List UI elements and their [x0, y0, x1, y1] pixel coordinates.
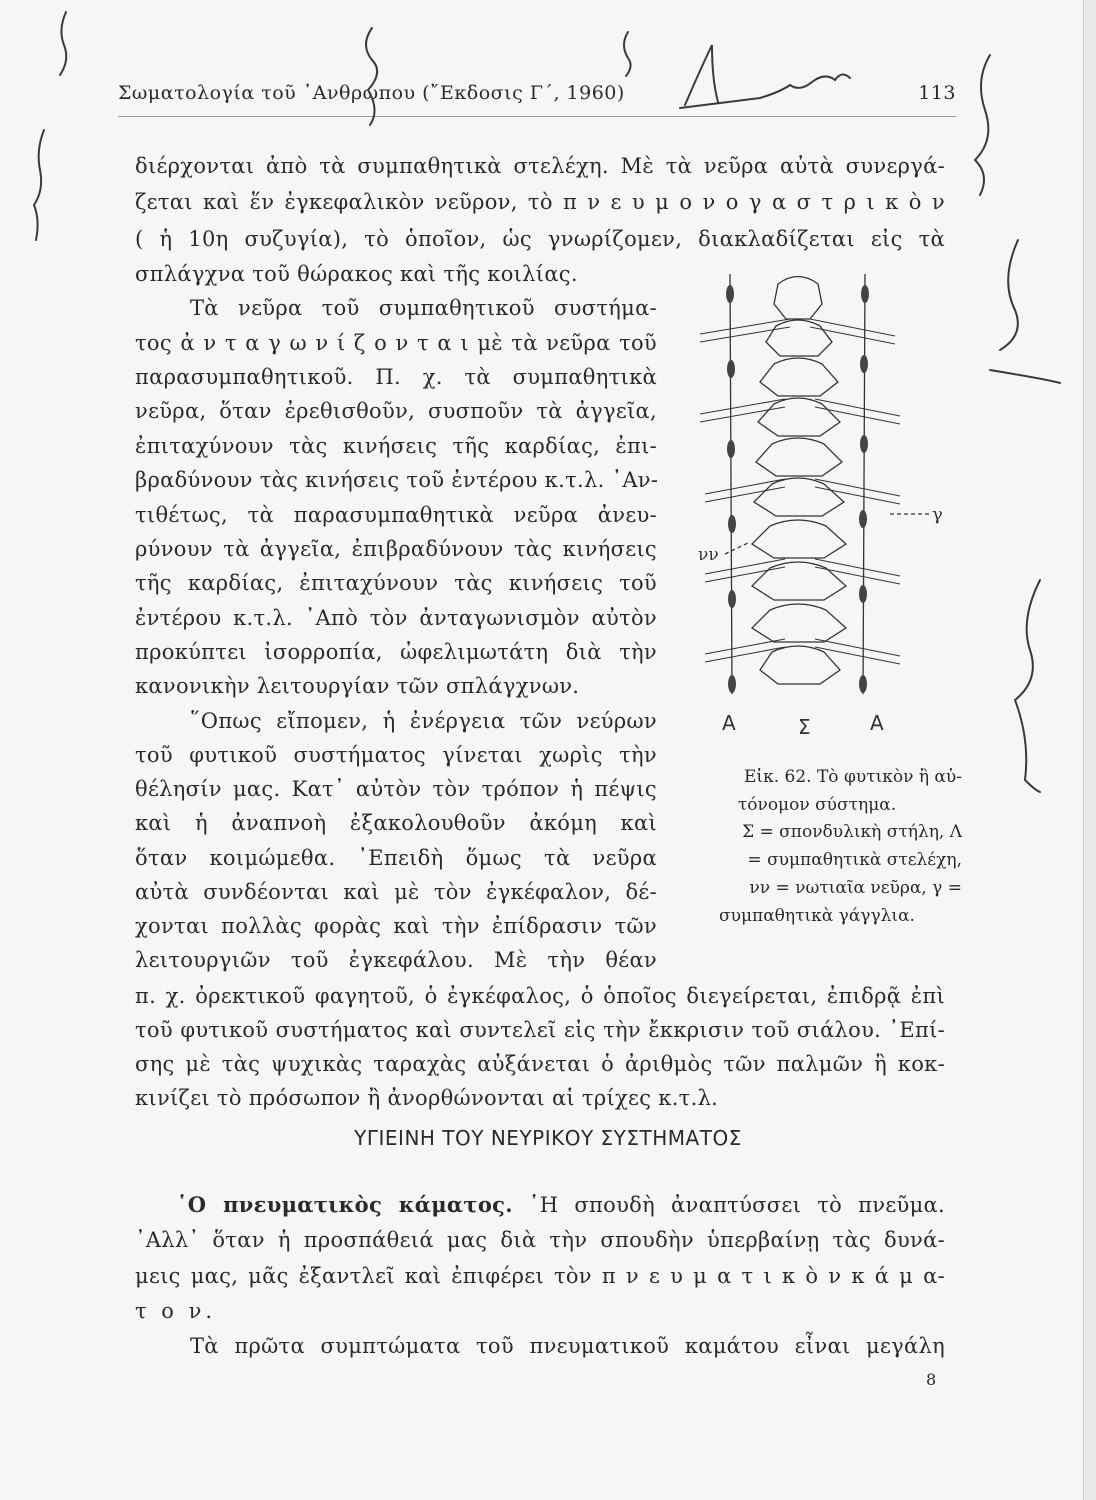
label-alpha-right: Α	[870, 711, 884, 735]
label-alpha-left: Α	[722, 711, 736, 735]
text-line: τ ο ν.	[135, 1299, 217, 1323]
pencil-brace	[975, 55, 990, 195]
pencil-brace	[990, 240, 1060, 383]
text-line: τοῦ φυτικοῦ συστήματος γίνεται χωρὶς τὴν	[135, 743, 657, 767]
text-line: Τὰ νεῦρα τοῦ συμπαθητικοῦ συστήμα-	[190, 296, 657, 320]
text-line: σπλάγχνα τοῦ θώρακος καὶ τῆς κοιλίας.	[135, 262, 578, 286]
text-line: προκύπτει ἰσορροπία, ὠφελιμωτάτη διὰ τὴν	[135, 640, 657, 664]
text-line: ῞Οπως εἴπομεν, ἡ ἐνέργεια τῶν νεύρων	[190, 709, 657, 733]
figure-caption: τόνομον σύστημα.	[737, 795, 897, 815]
text-line: λειτουργιῶν τοῦ ἐγκεφάλου. Μὲ τὴν θέαν	[135, 948, 657, 972]
pencil-brace	[34, 130, 44, 240]
text-line: παρασυμπαθητικοῦ. Π. χ. τὰ συμπαθητικὰ	[135, 365, 657, 389]
text-line: νεῦρα, ὅταν ἐρεθισθοῦν, συσποῦν τὰ ἀγγεῖα,	[135, 399, 657, 423]
text-line: θέλησίν μας. Κατ᾿ αὐτὸν τὸν τρόπον ἡ πέψις	[135, 777, 657, 801]
figure-caption: συμπαθητικὰ γάγγλια.	[719, 906, 915, 926]
text-line: σης μὲ τὰς ψυχικὰς ταραχὰς αὐξάνεται ὁ ἀριθμὸς τῶν παλμῶν ἢ κοκ-	[135, 1052, 945, 1076]
signature-mark: 8	[926, 1370, 937, 1389]
figure-caption: νν = νωτιαῖα νεῦρα, γ =	[749, 878, 962, 898]
label-nu-nu: νν	[698, 545, 719, 565]
pencil-brace	[624, 32, 631, 76]
subheading: ῾Ο πνευματικὸς κάματος.	[177, 1192, 513, 1217]
text-line: Τὰ πρῶτα συμπτώματα τοῦ πνευματικοῦ καμάτου εἶναι μεγάλη	[190, 1334, 945, 1358]
figure-caption: Εἰκ. 62. Τὸ φυτικὸν ἢ αὐ-	[744, 767, 962, 787]
text-line: τοῦ φυτικοῦ συστήματος καὶ συντελεῖ εἰς τὴν ἔκκρισιν τοῦ σιάλου. ᾿Επί-	[135, 1018, 945, 1042]
pencil-brace	[1015, 580, 1040, 792]
pencil-signature	[680, 45, 850, 108]
label-sigma: Σ	[798, 715, 811, 739]
text-line: ζεται καὶ ἕν ἐγκεφαλικὸν νεῦρον, τὸ π ν ε υ μ ο ν ο γ α σ τ ρ ι κ ὸ ν	[135, 190, 945, 214]
figure-caption: = συμπαθητικὰ στελέχη,	[747, 850, 962, 870]
text-line: τῆς καρδίας, ἐπιταχύνουν τὰς κινήσεις τοῦ	[135, 571, 657, 595]
text-line: αὐτὰ συνδέονται καὶ μὲ τὸν ἐγκέφαλον, δέ-	[135, 880, 657, 904]
text-line: διέρχονται ἀπὸ τὰ συμπαθητικὰ στελέχη. Μὲ τὰ νεῦρα αὐτὰ συνεργά-	[135, 154, 945, 178]
text-line: κανονικὴν λειτουργίαν τῶν σπλάγχνων.	[135, 674, 580, 698]
text-line: ὅταν κοιμώμεθα. ᾿Επειδὴ ὅμως τὰ νεῦρα	[135, 846, 657, 870]
subheading-rest: ῾Η σπουδὴ ἀναπτύσσει τὸ πνεῦμα.	[512, 1193, 945, 1217]
text-line: ρύνουν τὰ ἀγγεῖα, ἐπιβραδύνουν τὰς κινήσεις	[135, 537, 657, 561]
text-line: ἐντέρου κ.τ.λ. ᾿Απὸ τὸν ἀνταγωνισμὸν αὐτὸν	[135, 606, 657, 630]
text-line: π. χ. ὀρεκτικοῦ φαγητοῦ, ὁ ἐγκέφαλος, ὁ ὁποῖος διεγείρεται, ἐπιδρᾷ ἐπὶ	[135, 984, 945, 1008]
text-line: ᾿Αλλ᾿ ὅταν ἡ προσπάθειά μας διὰ τὴν σπουδὴν ὑπερβαίνῃ τὰς δυνά-	[135, 1228, 945, 1252]
page-number: 113	[918, 82, 956, 104]
text-line: μεις μας, μᾶς ἐξαντλεῖ καὶ ἐπιφέρει τὸν π ν ε υ μ α τ ι κ ὸ ν κ ά μ α-	[135, 1264, 945, 1288]
text-line: τιθέτως, τὰ παρασυμπαθητικὰ νεῦρα ἀνευ-	[135, 503, 657, 527]
figure-caption: Σ = σπονδυλικὴ στήλη, Λ	[742, 822, 962, 842]
text-line: κινίζει τὸ πρόσωπον ἢ ἀνορθώνονται αἱ τρίχες κ.τ.λ.	[135, 1086, 719, 1110]
label-gamma: γ	[932, 504, 943, 525]
running-title: Σωματολογία τοῦ ᾿Ανθρώπου (῎Εκδοσις Γ΄, 1960)	[118, 82, 625, 104]
text-line: τος ἀ ν τ α γ ω ν ί ζ ο ν τ α ι μὲ τὰ νεῦρα τοῦ	[135, 331, 657, 355]
text-line: ( ἡ 10η συζυγία), τὸ ὁποῖον, ὡς γνωρίζομεν, διακλαδίζεται εἰς τὰ	[135, 227, 945, 251]
section-heading: ΥΓΙΕΙΝΗ ΤΟΥ ΝΕΥΡΙΚΟΥ ΣΥΣΤΗΜΑΤΟΣ	[354, 1126, 742, 1150]
text-line: ἐπιταχύνουν τὰς κινήσεις τῆς καρδίας, ἐπι-	[135, 434, 657, 458]
text-line: καὶ ἡ ἀναπνοὴ ἐξακολουθοῦν ἀκόμη καὶ	[135, 811, 657, 835]
pencil-brace	[366, 28, 377, 125]
text-line: βραδύνουν τὰς κινήσεις τοῦ ἐντέρου κ.τ.λ. ᾿Αν-	[135, 468, 659, 492]
pencil-brace	[60, 12, 66, 75]
text-line: χονται πολλὰς φορὰς καὶ τὴν ἐπίδρασιν τῶν	[135, 914, 657, 938]
